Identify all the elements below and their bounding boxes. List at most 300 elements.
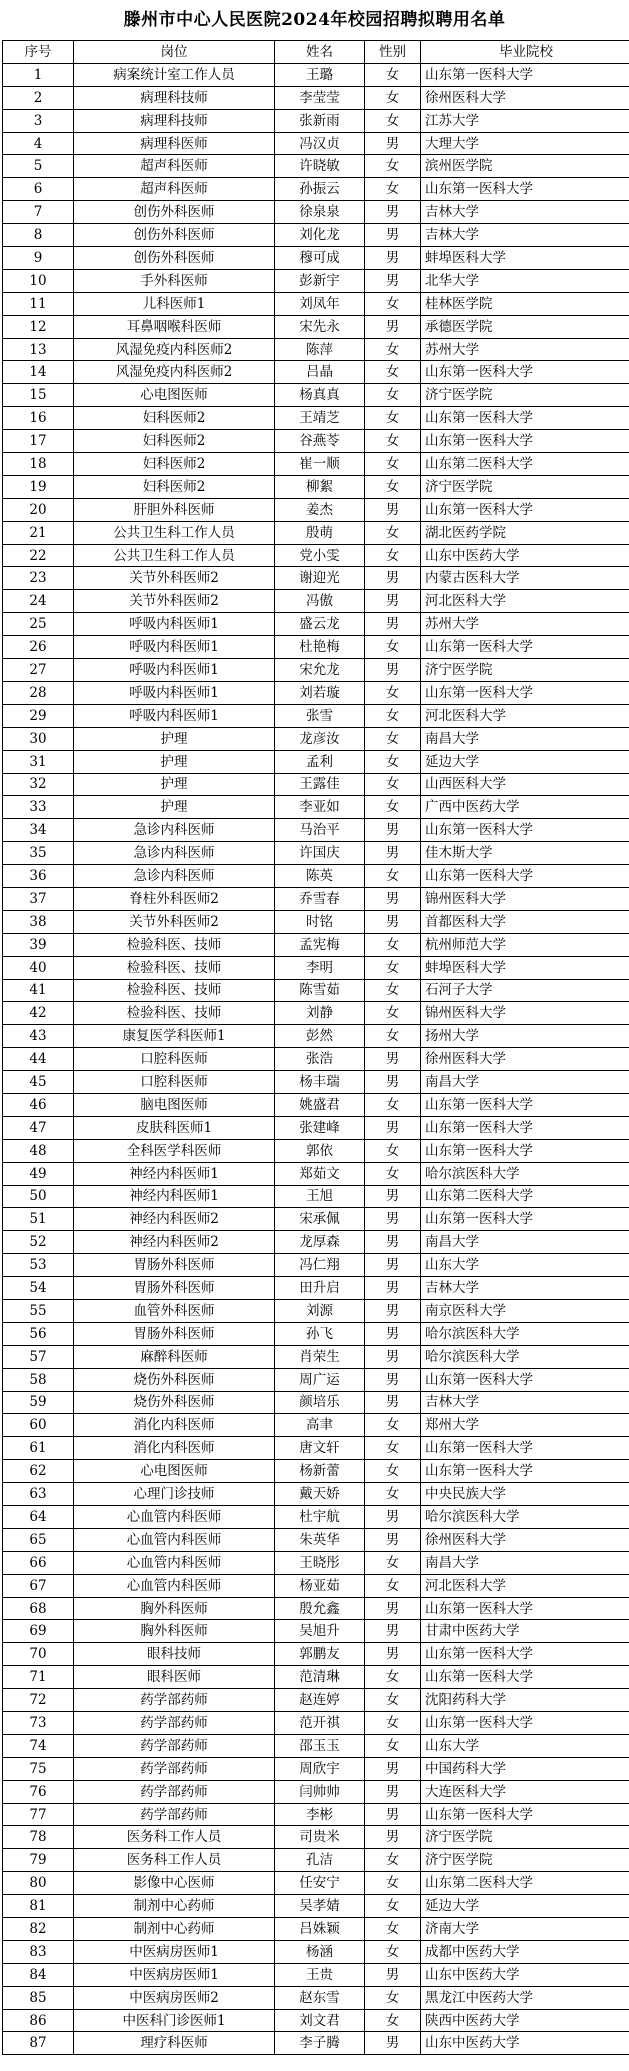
row-name: 司贵米	[275, 1826, 365, 1849]
table-row	[3, 1620, 629, 1643]
table-row	[3, 750, 629, 773]
row-name: 王璐	[275, 63, 365, 86]
row-index: 77	[3, 1803, 74, 1826]
row-index: 82	[3, 1918, 74, 1941]
row-school: 徐州医科大学	[421, 86, 629, 109]
row-school: 锦州医科大学	[421, 887, 629, 910]
row-gender: 女	[365, 1414, 421, 1437]
row-position: 消化内科医师	[74, 1437, 275, 1460]
table-row	[3, 2009, 629, 2032]
row-gender: 女	[365, 1918, 421, 1941]
row-gender: 男	[365, 1299, 421, 1322]
table-row	[3, 430, 629, 453]
row-school: 山东第一医科大学	[421, 681, 629, 704]
table-row	[3, 498, 629, 521]
table-row	[3, 292, 629, 315]
row-index: 36	[3, 865, 74, 888]
table-row	[3, 681, 629, 704]
row-school: 南昌大学	[421, 1551, 629, 1574]
row-index: 43	[3, 1025, 74, 1048]
row-gender: 女	[365, 1483, 421, 1506]
table-row	[3, 1483, 629, 1506]
row-school: 山东第一医科大学	[421, 865, 629, 888]
table-row	[3, 910, 629, 933]
table-row	[3, 1208, 629, 1231]
row-position: 药学部药师	[74, 1757, 275, 1780]
row-name: 宋先永	[275, 315, 365, 338]
row-name: 高聿	[275, 1414, 365, 1437]
row-gender: 男	[365, 1643, 421, 1666]
row-name: 范开祺	[275, 1712, 365, 1735]
row-index: 72	[3, 1689, 74, 1712]
row-school: 济南大学	[421, 1918, 629, 1941]
row-name: 吴旭升	[275, 1620, 365, 1643]
row-name: 王露佳	[275, 773, 365, 796]
table-row	[3, 1712, 629, 1735]
row-position: 护理	[74, 796, 275, 819]
row-index: 69	[3, 1620, 74, 1643]
table-row	[3, 453, 629, 476]
row-name: 闫帅帅	[275, 1780, 365, 1803]
table-row	[3, 956, 629, 979]
table-row	[3, 1734, 629, 1757]
row-position: 妇科医师2	[74, 453, 275, 476]
row-position: 医务科工作人员	[74, 1849, 275, 1872]
row-name: 张浩	[275, 1048, 365, 1071]
row-position: 神经内科医师1	[74, 1185, 275, 1208]
row-index: 29	[3, 704, 74, 727]
row-position: 影像中心医师	[74, 1872, 275, 1895]
row-gender: 女	[365, 521, 421, 544]
row-school: 江苏大学	[421, 109, 629, 132]
row-school: 蚌埠医科大学	[421, 247, 629, 270]
row-position: 药学部药师	[74, 1734, 275, 1757]
row-name: 张雪	[275, 704, 365, 727]
row-position: 儿科医师1	[74, 292, 275, 315]
row-school: 济宁医学院	[421, 659, 629, 682]
row-position: 妇科医师2	[74, 407, 275, 430]
row-school: 桂林医学院	[421, 292, 629, 315]
table-row	[3, 361, 629, 384]
row-gender: 女	[365, 1139, 421, 1162]
table-row	[3, 178, 629, 201]
row-gender: 男	[365, 1528, 421, 1551]
row-school: 徐州医科大学	[421, 1528, 629, 1551]
row-position: 护理	[74, 773, 275, 796]
row-school: 郑州大学	[421, 1414, 629, 1437]
row-gender: 男	[365, 1597, 421, 1620]
row-school: 吉林大学	[421, 224, 629, 247]
row-position: 创伤外科医师	[74, 201, 275, 224]
row-position: 创伤外科医师	[74, 247, 275, 270]
table-row	[3, 407, 629, 430]
row-gender: 女	[365, 750, 421, 773]
header-index: 序号	[3, 41, 74, 64]
table-row	[3, 933, 629, 956]
table-row	[3, 842, 629, 865]
row-position: 胃肠外科医师	[74, 1277, 275, 1300]
row-name: 赵东雪	[275, 1986, 365, 2009]
row-position: 医务科工作人员	[74, 1826, 275, 1849]
table-row	[3, 1574, 629, 1597]
row-position: 手外科医师	[74, 269, 275, 292]
row-position: 心血管内科医师	[74, 1528, 275, 1551]
row-position: 护理	[74, 750, 275, 773]
row-index: 57	[3, 1345, 74, 1368]
row-school: 吉林大学	[421, 201, 629, 224]
row-index: 8	[3, 224, 74, 247]
row-school: 山东第一医科大学	[421, 1368, 629, 1391]
row-position: 烧伤外科医师	[74, 1391, 275, 1414]
row-school: 山东第二医科大学	[421, 1872, 629, 1895]
row-index: 20	[3, 498, 74, 521]
table-row	[3, 1116, 629, 1139]
row-school: 首都医科大学	[421, 910, 629, 933]
table-row	[3, 2032, 629, 2055]
row-school: 山东第一医科大学	[421, 1666, 629, 1689]
row-index: 87	[3, 2032, 74, 2055]
table-row	[3, 796, 629, 819]
row-position: 呼吸内科医师1	[74, 704, 275, 727]
row-name: 龙厚森	[275, 1231, 365, 1254]
row-gender: 女	[365, 1734, 421, 1757]
row-gender: 男	[365, 659, 421, 682]
row-name: 张新雨	[275, 109, 365, 132]
row-index: 25	[3, 613, 74, 636]
row-index: 11	[3, 292, 74, 315]
table-row	[3, 1597, 629, 1620]
row-position: 全科医学科医师	[74, 1139, 275, 1162]
row-position: 胸外科医师	[74, 1620, 275, 1643]
row-index: 53	[3, 1254, 74, 1277]
row-gender: 女	[365, 63, 421, 86]
row-gender: 男	[365, 1048, 421, 1071]
row-position: 脊柱外科医师2	[74, 887, 275, 910]
row-position: 检验科医、技师	[74, 1002, 275, 1025]
row-school: 蚌埠医科大学	[421, 956, 629, 979]
row-position: 制剂中心药师	[74, 1895, 275, 1918]
table-row	[3, 1528, 629, 1551]
table-row	[3, 1918, 629, 1941]
row-index: 5	[3, 155, 74, 178]
table-row	[3, 1872, 629, 1895]
row-gender: 男	[365, 1803, 421, 1826]
row-position: 检验科医、技师	[74, 933, 275, 956]
row-index: 78	[3, 1826, 74, 1849]
page-title: 滕州市中心人民医院2024年校园招聘拟聘用名单	[123, 10, 506, 30]
row-school: 哈尔滨医科大学	[421, 1322, 629, 1345]
row-position: 妇科医师2	[74, 475, 275, 498]
row-index: 70	[3, 1643, 74, 1666]
row-school: 北华大学	[421, 269, 629, 292]
table-row	[3, 1368, 629, 1391]
row-position: 神经内科医师2	[74, 1208, 275, 1231]
row-position: 药学部药师	[74, 1803, 275, 1826]
row-index: 3	[3, 109, 74, 132]
row-position: 心血管内科医师	[74, 1574, 275, 1597]
row-name: 乔雪春	[275, 887, 365, 910]
row-name: 吕晶	[275, 361, 365, 384]
row-name: 王贵	[275, 1963, 365, 1986]
table-row	[3, 704, 629, 727]
row-gender: 男	[365, 1506, 421, 1529]
row-name: 刘静	[275, 1002, 365, 1025]
row-index: 26	[3, 636, 74, 659]
row-school: 延边大学	[421, 750, 629, 773]
row-index: 47	[3, 1116, 74, 1139]
row-gender: 女	[365, 407, 421, 430]
row-school: 南昌大学	[421, 1231, 629, 1254]
row-gender: 男	[365, 1322, 421, 1345]
row-school: 石河子大学	[421, 979, 629, 1002]
row-school: 吉林大学	[421, 1277, 629, 1300]
row-school: 济宁医学院	[421, 1826, 629, 1849]
row-index: 38	[3, 910, 74, 933]
table-row	[3, 1551, 629, 1574]
table-row	[3, 659, 629, 682]
row-gender: 女	[365, 361, 421, 384]
row-gender: 女	[365, 1940, 421, 1963]
row-index: 10	[3, 269, 74, 292]
row-index: 18	[3, 453, 74, 476]
row-name: 李子腾	[275, 2032, 365, 2055]
table-row	[3, 1414, 629, 1437]
row-school: 山东第一医科大学	[421, 1116, 629, 1139]
row-name: 冯傲	[275, 590, 365, 613]
table-row	[3, 1071, 629, 1094]
table-row	[3, 1643, 629, 1666]
row-name: 吕姝颖	[275, 1918, 365, 1941]
table-row	[3, 315, 629, 338]
table-row	[3, 1048, 629, 1071]
row-name: 张建峰	[275, 1116, 365, 1139]
row-index: 67	[3, 1574, 74, 1597]
row-name: 孔洁	[275, 1849, 365, 1872]
row-school: 哈尔滨医科大学	[421, 1345, 629, 1368]
table-row	[3, 773, 629, 796]
row-gender: 男	[365, 1185, 421, 1208]
table-row	[3, 1803, 629, 1826]
row-index: 41	[3, 979, 74, 1002]
table-row	[3, 1986, 629, 2009]
row-index: 55	[3, 1299, 74, 1322]
table-row	[3, 613, 629, 636]
row-gender: 女	[365, 1849, 421, 1872]
row-position: 耳鼻咽喉科医师	[74, 315, 275, 338]
row-name: 柳絮	[275, 475, 365, 498]
row-index: 37	[3, 887, 74, 910]
row-gender: 男	[365, 132, 421, 155]
row-name: 盛云龙	[275, 613, 365, 636]
row-index: 81	[3, 1895, 74, 1918]
row-position: 超声科医师	[74, 178, 275, 201]
row-gender: 女	[365, 155, 421, 178]
table-row	[3, 1940, 629, 1963]
row-index: 80	[3, 1872, 74, 1895]
row-position: 呼吸内科医师1	[74, 659, 275, 682]
row-name: 许国庆	[275, 842, 365, 865]
row-gender: 女	[365, 704, 421, 727]
row-name: 冯仁翔	[275, 1254, 365, 1277]
row-name: 周欣宇	[275, 1757, 365, 1780]
row-position: 胸外科医师	[74, 1597, 275, 1620]
table-row	[3, 521, 629, 544]
row-position: 创伤外科医师	[74, 224, 275, 247]
row-index: 49	[3, 1162, 74, 1185]
row-name: 李莹莹	[275, 86, 365, 109]
row-position: 公共卫生科工作人员	[74, 521, 275, 544]
row-position: 中医病房医师1	[74, 1963, 275, 1986]
row-position: 心血管内科医师	[74, 1551, 275, 1574]
row-name: 刘源	[275, 1299, 365, 1322]
row-index: 73	[3, 1712, 74, 1735]
row-gender: 男	[365, 567, 421, 590]
row-school: 山东第一医科大学	[421, 63, 629, 86]
row-gender: 男	[365, 1345, 421, 1368]
table-row	[3, 247, 629, 270]
row-school: 山东第一医科大学	[421, 819, 629, 842]
row-gender: 男	[365, 247, 421, 270]
table-row	[3, 384, 629, 407]
row-name: 许晓敏	[275, 155, 365, 178]
table-row	[3, 1025, 629, 1048]
table-row	[3, 201, 629, 224]
row-position: 风湿免疫内科医师2	[74, 338, 275, 361]
row-gender: 男	[365, 201, 421, 224]
row-gender: 男	[365, 887, 421, 910]
row-school: 山西医科大学	[421, 773, 629, 796]
row-name: 朱英华	[275, 1528, 365, 1551]
row-index: 71	[3, 1666, 74, 1689]
row-name: 田升启	[275, 1277, 365, 1300]
row-name: 姜杰	[275, 498, 365, 521]
row-position: 心电图医师	[74, 384, 275, 407]
row-school: 南昌大学	[421, 1071, 629, 1094]
row-index: 52	[3, 1231, 74, 1254]
row-position: 制剂中心药师	[74, 1918, 275, 1941]
header-gender: 性别	[365, 41, 421, 64]
table-row	[3, 1437, 629, 1460]
table-row	[3, 1231, 629, 1254]
row-name: 谢迎光	[275, 567, 365, 590]
row-gender: 女	[365, 1551, 421, 1574]
row-name: 彭然	[275, 1025, 365, 1048]
table-header-row	[3, 41, 629, 64]
row-school: 中央民族大学	[421, 1483, 629, 1506]
row-school: 河北医科大学	[421, 590, 629, 613]
row-index: 44	[3, 1048, 74, 1071]
table-row	[3, 1780, 629, 1803]
row-name: 崔一顺	[275, 453, 365, 476]
row-gender: 女	[365, 1574, 421, 1597]
row-name: 杨涵	[275, 1940, 365, 1963]
row-gender: 男	[365, 1277, 421, 1300]
row-index: 17	[3, 430, 74, 453]
row-gender: 男	[365, 910, 421, 933]
header-name: 姓名	[275, 41, 365, 64]
row-name: 范清琳	[275, 1666, 365, 1689]
row-index: 84	[3, 1963, 74, 1986]
row-school: 陕西中医药大学	[421, 2009, 629, 2032]
row-name: 刘文君	[275, 2009, 365, 2032]
row-name: 杨新蕾	[275, 1460, 365, 1483]
table-row	[3, 567, 629, 590]
row-name: 杜艳梅	[275, 636, 365, 659]
row-index: 2	[3, 86, 74, 109]
row-name: 王靖芝	[275, 407, 365, 430]
row-name: 陈英	[275, 865, 365, 888]
row-gender: 男	[365, 1620, 421, 1643]
row-position: 消化内科医师	[74, 1414, 275, 1437]
row-school: 佳木斯大学	[421, 842, 629, 865]
table-row	[3, 1826, 629, 1849]
row-index: 56	[3, 1322, 74, 1345]
row-index: 33	[3, 796, 74, 819]
row-gender: 男	[365, 1780, 421, 1803]
row-name: 颜培乐	[275, 1391, 365, 1414]
row-school: 延边大学	[421, 1895, 629, 1918]
row-name: 孙飞	[275, 1322, 365, 1345]
row-gender: 女	[365, 956, 421, 979]
table-row	[3, 338, 629, 361]
row-gender: 女	[365, 865, 421, 888]
row-gender: 男	[365, 1368, 421, 1391]
row-gender: 男	[365, 1254, 421, 1277]
row-school: 山东中医药大学	[421, 2032, 629, 2055]
row-index: 62	[3, 1460, 74, 1483]
row-position: 中医科门诊医师1	[74, 2009, 275, 2032]
row-name: 冯汉贞	[275, 132, 365, 155]
row-gender: 女	[365, 338, 421, 361]
row-gender: 女	[365, 1025, 421, 1048]
table-row	[3, 979, 629, 1002]
row-index: 48	[3, 1139, 74, 1162]
row-gender: 女	[365, 1986, 421, 2009]
row-school: 南京医科大学	[421, 1299, 629, 1322]
row-name: 王旭	[275, 1185, 365, 1208]
row-school: 山东中医药大学	[421, 1963, 629, 1986]
row-gender: 女	[365, 453, 421, 476]
row-school: 哈尔滨医科大学	[421, 1506, 629, 1529]
row-index: 60	[3, 1414, 74, 1437]
row-position: 公共卫生科工作人员	[74, 544, 275, 567]
header-school: 毕业院校	[421, 41, 629, 64]
row-index: 63	[3, 1483, 74, 1506]
row-gender: 女	[365, 1666, 421, 1689]
row-index: 51	[3, 1208, 74, 1231]
row-index: 1	[3, 63, 74, 86]
row-name: 孟利	[275, 750, 365, 773]
row-name: 党小雯	[275, 544, 365, 567]
row-school: 山东第一医科大学	[421, 178, 629, 201]
row-gender: 女	[365, 430, 421, 453]
row-name: 孟宪梅	[275, 933, 365, 956]
row-index: 40	[3, 956, 74, 979]
row-index: 9	[3, 247, 74, 270]
row-position: 病理科技师	[74, 109, 275, 132]
row-position: 心理门诊技师	[74, 1483, 275, 1506]
row-gender: 女	[365, 796, 421, 819]
row-school: 沈阳药科大学	[421, 1689, 629, 1712]
row-school: 山东第一医科大学	[421, 636, 629, 659]
row-name: 赵连婷	[275, 1689, 365, 1712]
row-gender: 女	[365, 681, 421, 704]
row-name: 穆可成	[275, 247, 365, 270]
row-position: 口腔科医师	[74, 1048, 275, 1071]
row-position: 皮肤科医师1	[74, 1116, 275, 1139]
row-school: 扬州大学	[421, 1025, 629, 1048]
row-school: 山东中医药大学	[421, 544, 629, 567]
